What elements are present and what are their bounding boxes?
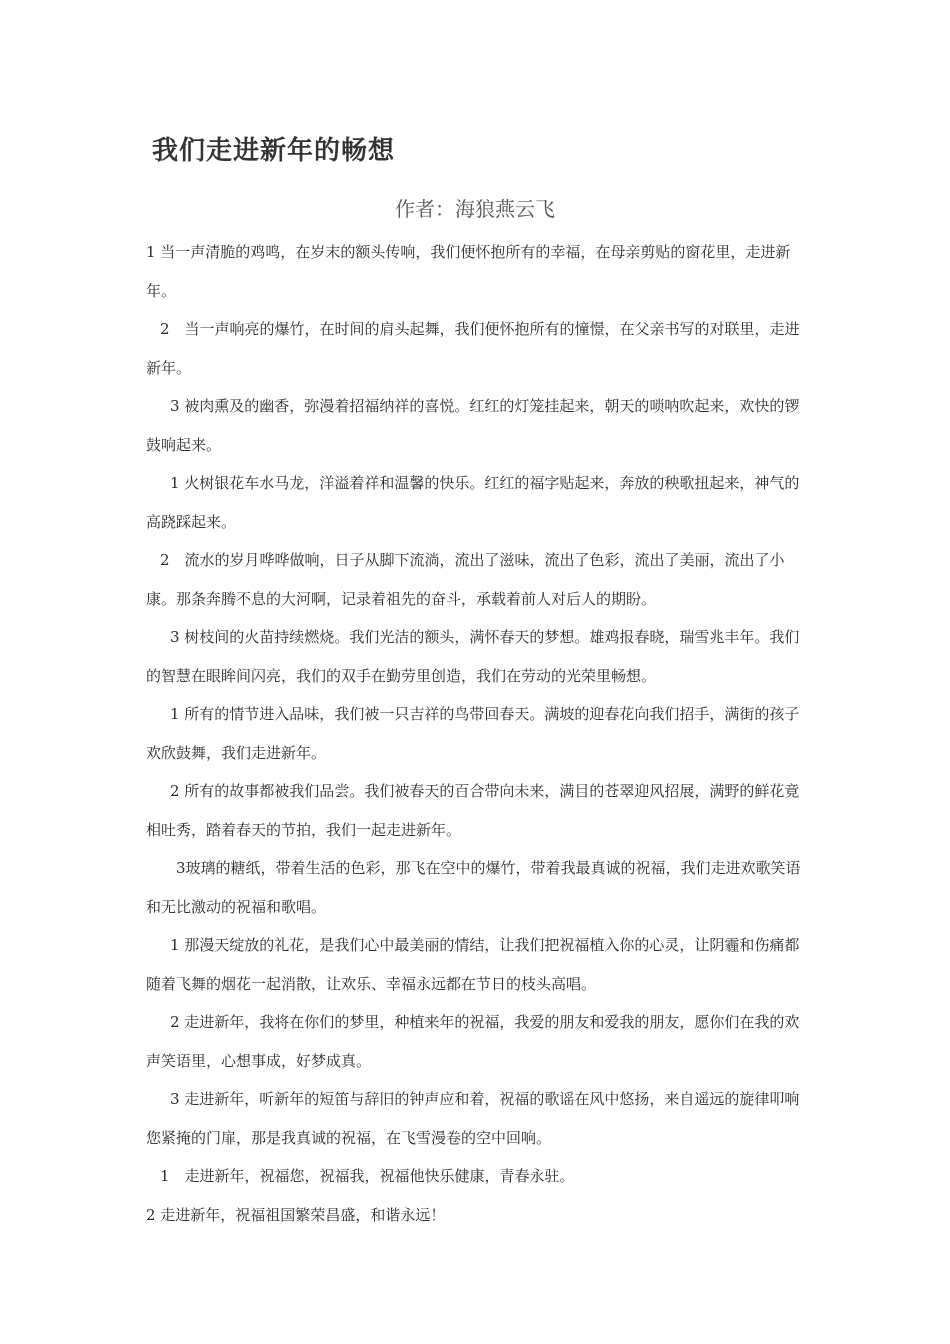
paragraph-8: 2 所有的故事都被我们品尝。我们被春天的百合带向未来，满目的苍翠迎风招展，满野的鲜花竟相吐秀，踏着春天的节拍，我们一起走进新年。 xyxy=(146,782,800,839)
paragraph-12: 3 走进新年，听新年的短笛与辞旧的钟声应和着，祝福的歌谣在风中悠扬，来自遥远的旋律叩响您紧掩的门扉，那是我真诚的祝福，在飞雪漫卷的空中回响。 xyxy=(146,1090,800,1147)
paragraph-9: 3玻璃的糖纸，带着生活的色彩，那飞在空中的爆竹，带着我最真诚的祝福，我们走进欢歌笑语和无比激动的祝福和歌唱。 xyxy=(146,859,801,916)
paragraph-13: 1 走进新年，祝福您，祝福我，祝福他快乐健康，青春永驻。 xyxy=(160,1167,575,1185)
paragraph-14: 2 走进新年，祝福祖国繁荣昌盛，和谐永远！ xyxy=(146,1205,446,1224)
paragraph-11: 2 走进新年，我将在你们的梦里，种植来年的祝福，我爱的朋友和爱我的朋友，愿你们在我的欢声笑语里，心想事成，好梦成真。 xyxy=(146,1013,800,1070)
paragraph-5: 2 流水的岁月哗哗做响，日子从脚下流淌，流出了滋味，流出了色彩，流出了美丽，流出了小康。那条奔腾不息的大河啊，记录着祖先的奋斗，承载着前人对后人的期盼。 xyxy=(146,551,785,608)
paragraph-6: 3 树枝间的火苗持续燃烧。我们光洁的额头，满怀春天的梦想。雄鸡报春晓，瑞雪兆丰年。我们的智慧在眼眸间闪亮，我们的双手在勤劳里创造，我们在劳动的光荣里畅想。 xyxy=(146,628,800,685)
paragraph-7: 1 所有的情节进入品味，我们被一只吉祥的鸟带回春天。满坡的迎春花向我们招手，满街的孩子欢欣鼓舞，我们走进新年。 xyxy=(146,705,800,762)
author-name: 作者：海狼燕云飞 xyxy=(395,197,555,221)
paragraph-2: 2 当一声响亮的爆竹，在时间的肩头起舞，我们便怀抱所有的憧憬，在父亲书写的对联里，走进新年。 xyxy=(146,320,800,377)
author-line xyxy=(0,193,950,222)
document-title: 我们走进新年的畅想 xyxy=(152,136,396,166)
paragraph-3: 3 被肉熏及的幽香，弥漫着招福纳祥的喜悦。红红的灯笼挂起来，朝天的唢呐吹起来，欢快的锣鼓响起来。 xyxy=(146,397,800,454)
paragraph-1: 1 当一声清脆的鸡鸣，在岁末的额头传响，我们便怀抱所有的幸福，在母亲剪贴的窗花里，走进新年。 xyxy=(146,243,791,300)
paragraph-10: 1 那漫天绽放的礼花，是我们心中最美丽的情结，让我们把祝福植入你的心灵，让阴霾和伤痛都随着飞舞的烟花一起消散，让欢乐、幸福永远都在节日的枝头高唱。 xyxy=(146,936,800,993)
paragraph-4: 1 火树银花车水马龙，洋溢着祥和温馨的快乐。红红的福字贴起来，奔放的秧歌扭起来，神气的高跷踩起来。 xyxy=(146,474,800,531)
document-body xyxy=(146,233,812,1234)
